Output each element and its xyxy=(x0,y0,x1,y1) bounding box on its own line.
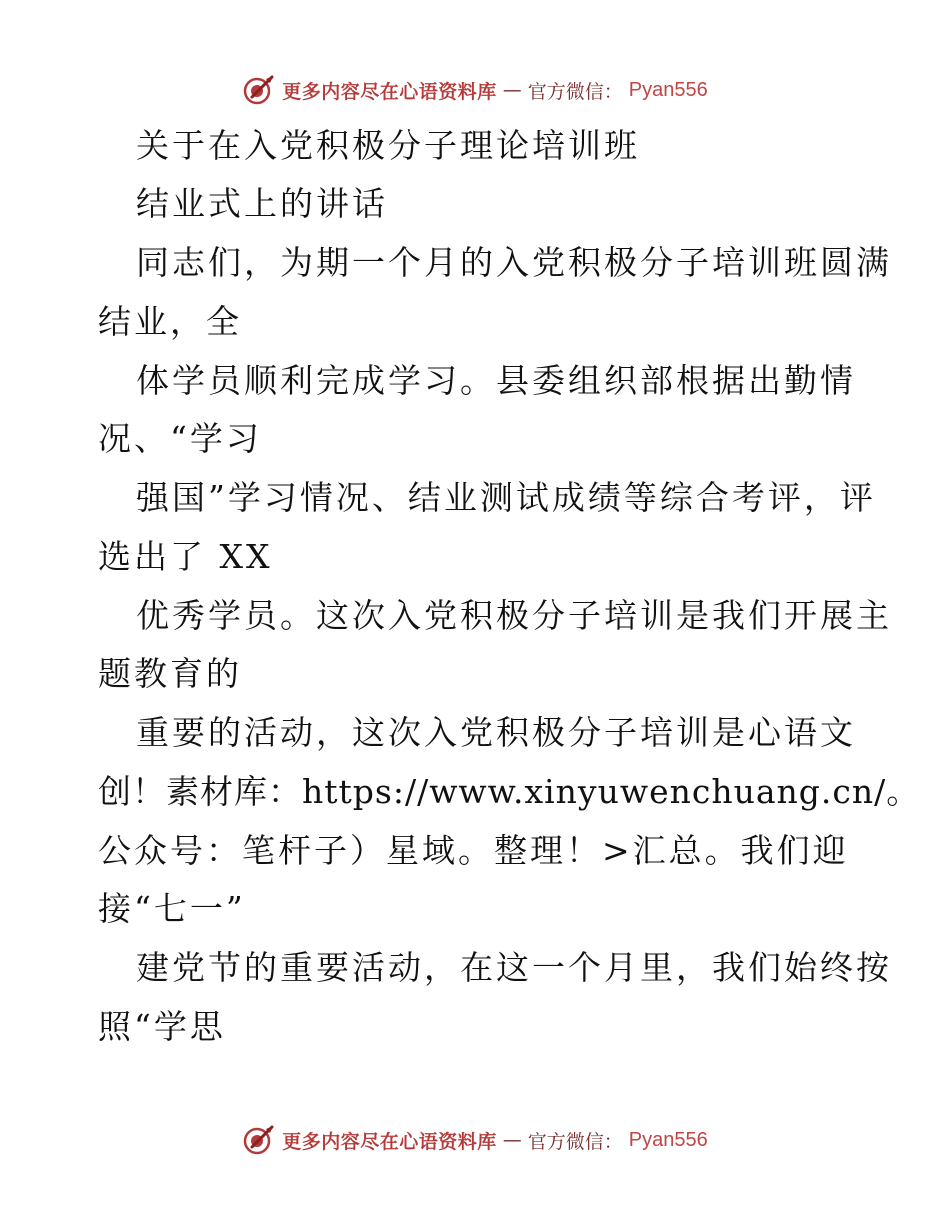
paragraph-line: 题教育的 xyxy=(98,654,242,693)
paragraph-line: 强国”学习情况、结业测试成绩等综合考评，评 xyxy=(136,478,876,517)
banner-dash: — xyxy=(502,79,522,101)
quill-logo-icon xyxy=(242,73,276,107)
banner-dash: — xyxy=(502,1129,522,1151)
banner-brand-text: 更多内容尽在心语资料库 xyxy=(282,80,497,103)
doc-title-line-1: 关于在入党积极分子理论培训班 xyxy=(136,126,640,165)
banner-wechat-id: Pyan556 xyxy=(628,1128,708,1151)
header-banner xyxy=(0,70,950,110)
banner-wechat-label: 官方微信： xyxy=(527,80,623,103)
paragraph-line: 创！素材库：https://www.xinyuwenchuang.cn/。 xyxy=(98,772,921,811)
paragraph-line: 优秀学员。这次入党积极分子培训是我们开展主 xyxy=(136,596,892,635)
paragraph-line: 接“七一” xyxy=(98,889,246,928)
paragraph-line: 重要的活动，这次入党积极分子培训是心语文 xyxy=(136,713,856,752)
banner-brand-text: 更多内容尽在心语资料库 xyxy=(282,1130,497,1153)
banner-wechat-label: 官方微信： xyxy=(527,1130,623,1153)
footer-banner xyxy=(0,1120,950,1160)
paragraph-line: 选出了 XX xyxy=(98,537,273,576)
quill-logo-icon xyxy=(242,1123,276,1157)
paragraph-line: 结业，全 xyxy=(98,302,242,341)
paragraph-line: 公众号：笔杆子）星域。整理！>汇总。我们迎 xyxy=(98,831,849,870)
doc-title-line-2: 结业式上的讲话 xyxy=(136,184,388,223)
paragraph-line: 建党节的重要活动，在这一个月里，我们始终按 xyxy=(136,948,892,987)
paragraph-line: 同志们，为期一个月的入党积极分子培训班圆满 xyxy=(136,243,892,282)
paragraph-line: 体学员顺利完成学习。县委组织部根据出勤情 xyxy=(136,361,856,400)
banner-wechat-id: Pyan556 xyxy=(628,78,708,101)
paragraph-line: 况、“学习 xyxy=(98,419,262,458)
paragraph-line: 照“学思 xyxy=(98,1007,226,1046)
